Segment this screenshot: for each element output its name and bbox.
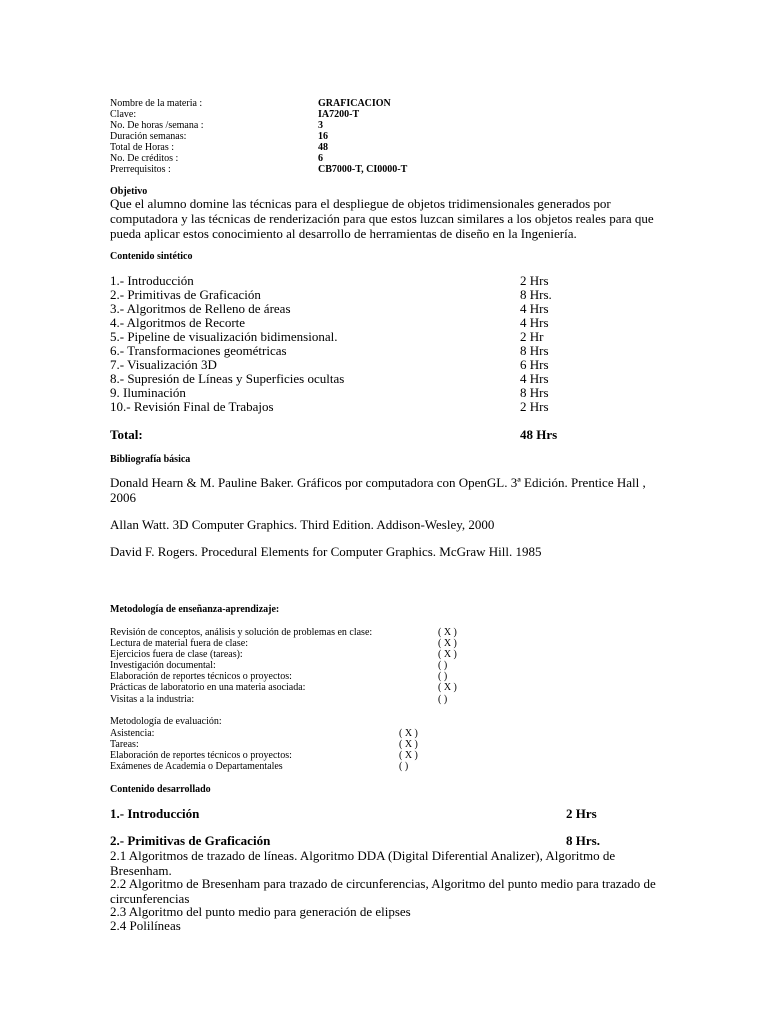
metodologia-item-label: Investigación documental:: [110, 660, 216, 671]
unit2-item: 2.1 Algoritmos de trazado de líneas. Algoritmo DDA (Digital Diferential Analizer), Algoritmo de Bresenham.: [110, 848, 616, 878]
evaluacion-item-label: Tareas:: [110, 739, 139, 750]
topic-hours: 4 Hrs: [520, 315, 549, 330]
topic-item: 4.- Algoritmos de Recorte: [110, 315, 246, 330]
topic-item: 1.- Introducción: [110, 273, 194, 288]
topic-item: 6.- Transformaciones geométricas: [110, 343, 287, 358]
objetivo-heading: Objetivo: [110, 186, 148, 197]
unit1-hours: 2 Hrs: [566, 806, 597, 821]
contenido-sintetico-heading: Contenido sintético: [110, 251, 193, 262]
topic-item: 7.- Visualización 3D: [110, 357, 217, 372]
bibliografia-item: Allan Watt. 3D Computer Graphics. Third Edition. Addison-Wesley, 2000: [110, 517, 495, 532]
label-horas-semana: No. De horas /semana :: [110, 120, 204, 131]
topic-hours: 4 Hrs: [520, 371, 549, 386]
unit2-item: 2.3 Algoritmo del punto medio para generación de elipses: [110, 904, 411, 919]
topic-item: 10.- Revisión Final de Trabajos: [110, 399, 274, 414]
label-total-horas: Total de Horas :: [110, 142, 175, 153]
objetivo-text: Que el alumno domine las técnicas para el despliegue de objetos tridimensionales generados por computadora y las técnicas de renderización para que estos luzcan similares a los objetos reales para que pueda aplicar estos conocimiento al desarrollo de herramientas de diseño en la Ingeniería.: [110, 196, 654, 241]
metodologia-item-label: Visitas a la industria:: [110, 694, 195, 705]
unit2-item: 2.2 Algoritmo de Bresenham para trazado de circunferencias, Algoritmo del punto medio para trazado de circunferencias: [110, 876, 656, 906]
unit2-title: 2.- Primitivas de Graficación: [110, 833, 271, 848]
metodologia-item-mark: ( X ): [438, 627, 457, 638]
label-creditos: No. De créditos :: [110, 153, 179, 164]
metodologia-item-label: Ejercicios fuera de clase (tareas):: [110, 649, 243, 660]
metodologia-item-mark: ( X ): [438, 649, 457, 660]
contenido-desarrollado-heading: Contenido desarrollado: [110, 784, 211, 795]
value-duracion: 16: [318, 131, 328, 142]
topic-item: 2.- Primitivas de Graficación: [110, 287, 261, 302]
metodologia-item-label: Elaboración de reportes técnicos o proyectos:: [110, 671, 292, 682]
bibliografia-item: David F. Rogers. Procedural Elements for Computer Graphics. McGraw Hill. 1985: [110, 544, 542, 559]
evaluacion-item-mark: ( X ): [399, 750, 418, 761]
metodologia-item-label: Lectura de material fuera de clase:: [110, 638, 248, 649]
metodologia-heading: Metodología de enseñanza-aprendizaje:: [110, 604, 280, 615]
evaluacion-item-mark: ( ): [399, 761, 409, 772]
total-label: Total:: [110, 427, 143, 442]
value-horas-semana: 3: [318, 120, 323, 131]
topic-hours: 8 Hrs: [520, 343, 549, 358]
unit2-hours: 8 Hrs.: [566, 833, 600, 848]
evaluacion-item-label: Asistencia:: [110, 728, 155, 739]
topic-hours: 2 Hr: [520, 329, 544, 344]
topic-item: 8.- Supresión de Líneas y Superficies ocultas: [110, 371, 345, 386]
topic-hours: 8 Hrs.: [520, 287, 552, 302]
topic-hours: 6 Hrs: [520, 357, 549, 372]
label-clave: Clave:: [110, 109, 137, 120]
value-prerrequisitos: CB7000-T, CI0000-T: [318, 164, 408, 175]
topic-hours: 2 Hrs: [520, 273, 549, 288]
evaluacion-heading: Metodología de evaluación:: [110, 716, 222, 727]
topic-item: 5.- Pipeline de visualización bidimensional.: [110, 329, 338, 344]
topic-item: 3.- Algoritmos de Relleno de áreas: [110, 301, 291, 316]
evaluacion-item-label: Elaboración de reportes técnicos o proyectos:: [110, 750, 292, 761]
topic-hours: 8 Hrs: [520, 385, 549, 400]
unit1-title: 1.- Introducción: [110, 806, 200, 821]
topic-hours: 4 Hrs: [520, 301, 549, 316]
metodologia-item-mark: ( ): [438, 660, 448, 671]
metodologia-item-mark: ( X ): [438, 638, 457, 649]
label-duracion: Duración semanas:: [110, 131, 187, 142]
metodologia-item-mark: ( ): [438, 694, 448, 705]
metodologia-item-mark: ( ): [438, 671, 448, 682]
label-nombre-materia: Nombre de la materia :: [110, 98, 203, 109]
metodologia-item-label: Revisión de conceptos, análisis y solución de problemas en clase:: [110, 627, 373, 638]
value-clave: IA7200-T: [318, 109, 360, 120]
value-total-horas: 48: [318, 142, 328, 153]
bibliografia-heading: Bibliografía básica: [110, 454, 191, 465]
unit2-item: 2.4 Polilíneas: [110, 918, 181, 933]
value-nombre-materia: GRAFICACION: [318, 98, 391, 109]
bibliografia-item: Donald Hearn & M. Pauline Baker. Gráficos por computadora con OpenGL. 3ª Edición. Prentice Hall , 2006: [110, 475, 646, 505]
value-creditos: 6: [318, 153, 323, 164]
evaluacion-item-label: Exámenes de Academia o Departamentales: [110, 761, 283, 772]
evaluacion-item-mark: ( X ): [399, 739, 418, 750]
label-prerrequisitos: Prerrequisitos :: [110, 164, 171, 175]
metodologia-item-mark: ( X ): [438, 682, 457, 693]
total-value: 48 Hrs: [520, 427, 558, 442]
topic-hours: 2 Hrs: [520, 399, 549, 414]
topic-item: 9. Iluminación: [110, 385, 186, 400]
evaluacion-item-mark: ( X ): [399, 728, 418, 739]
metodologia-item-label: Prácticas de laboratorio en una materia asociada:: [110, 682, 306, 693]
